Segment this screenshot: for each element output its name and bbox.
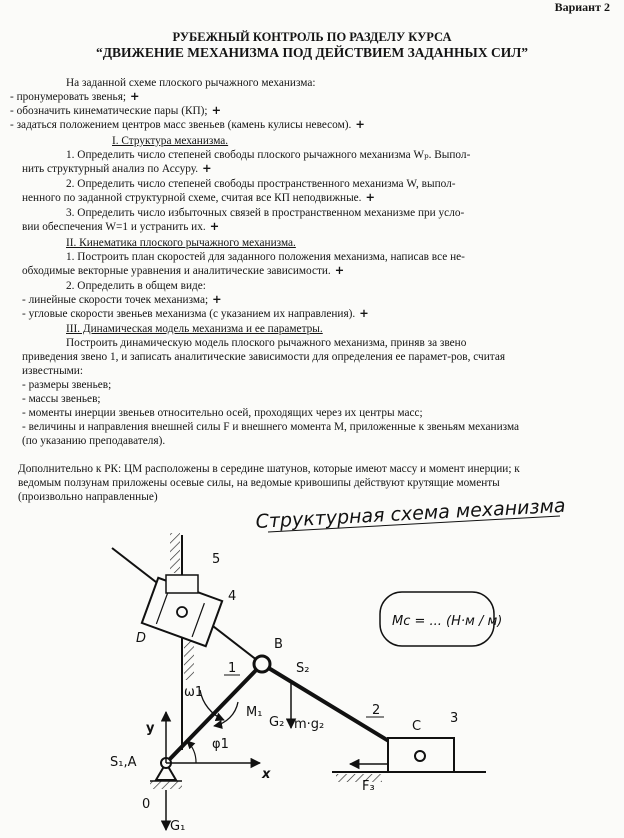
angle-arc-phi1 <box>187 741 196 763</box>
section-3-line: (по указанию преподавателя). <box>22 435 166 447</box>
section-3-line: Построить динамическую модель плоского рычажного механизма, приняв за звено <box>66 337 467 349</box>
section-3-title: III. Динамическая модель механизма и ее параметры. <box>66 323 323 335</box>
label-y: y <box>146 721 155 736</box>
section-1-line: 1. Определить число степеней свободы плоского рычажного механизма Wₚ. Выпол- <box>66 149 471 161</box>
checkmark: + <box>202 162 212 175</box>
label-m1: M₁ <box>246 705 263 720</box>
title-line-2: “ДВИЖЕНИЕ МЕХАНИЗМА ПОД ДЕЙСТВИЕМ ЗАДАННЫХ СИЛ” <box>95 45 529 60</box>
checkmark: + <box>211 104 222 117</box>
task-line: - задаться положением центров масс звеньев (камень кулисы невесом). + <box>10 118 365 131</box>
title-line-1: РУБЕЖНЫЙ КОНТРОЛЬ ПО РАЗДЕЛУ КУРСА <box>172 30 452 44</box>
slider-block-5 <box>166 575 198 593</box>
label-b: B <box>274 637 283 652</box>
section-3-line: - размеры звеньев; <box>22 379 112 391</box>
section-3-line: приведения звено 1, и записать аналитические зависимости для определения ее парамет-ров, считая <box>22 351 506 363</box>
section-3-line: известными: <box>22 365 83 377</box>
label-g1: G₁ <box>170 819 186 834</box>
section-1-line: нить структурный анализ по Ассуру. + <box>22 162 212 175</box>
label-c: C <box>412 719 422 734</box>
label-f3: F₃ <box>362 779 375 794</box>
label-2: 2 <box>372 703 381 718</box>
joint-d <box>177 607 187 617</box>
label-3: 3 <box>450 711 459 726</box>
checkmark: + <box>130 90 140 103</box>
checkmark: + <box>209 220 220 233</box>
section-1-line: вии обеспечения W=1 и устранить их. + <box>22 220 220 233</box>
section-1-line: 3. Определить число избыточных связей в пространственном механизме при усло- <box>66 207 465 219</box>
joint-b <box>254 656 270 672</box>
section-1-line: 2. Определить число степеней свободы пространственного механизма W, выпол- <box>66 178 456 190</box>
label-mg2: m·g₂ <box>294 717 325 732</box>
additional-line: ведомым ползунам приложены осевые силы, на ведомые кривошипы действуют крутящие моменты <box>18 477 500 489</box>
section-2-line: - угловые скорости звеньев механизма (с указанием их направления). + <box>22 307 369 320</box>
additional-line: (произвольно направленные) <box>18 491 158 503</box>
section-2-line: - линейные скорости точек механизма; + <box>22 293 222 306</box>
label-x: x <box>262 767 271 782</box>
checkmark: + <box>212 293 222 306</box>
formula-text: Mc = ... (Н·м / м) <box>392 614 503 629</box>
diagram-title: Структурная схема механизма <box>255 494 567 533</box>
label-4: 4 <box>228 589 237 604</box>
section-2-line: 1. Построить план скоростей для заданного положения механизма, написав все не- <box>66 251 465 263</box>
label-s1a: S₁,A <box>110 755 137 770</box>
section-3-line: - массы звеньев; <box>22 393 101 405</box>
additional-line: Дополнительно к РК: ЦМ расположены в середине шатунов, которые имеют массу и момент инерции; к <box>18 463 520 475</box>
checkmark: + <box>365 191 375 204</box>
section-2-line: обходимые векторные уравнения и аналитические зависимости. + <box>22 264 345 277</box>
section-3-line: - моменты инерции звеньев относительно осей, проходящих через их центры масс; <box>22 407 423 419</box>
intro-text: На заданной схеме плоского рычажного механизма: <box>66 77 316 89</box>
label-g2: G₂ <box>269 715 285 730</box>
checkmark: + <box>355 118 365 131</box>
checkmark: + <box>334 264 345 277</box>
label-d: D <box>136 631 147 646</box>
section-1-line: ненного по заданной структурной схеме, считая все КП неподвижные. + <box>22 191 375 204</box>
label-phi1: φ1 <box>212 737 229 752</box>
label-1: 1 <box>228 661 237 676</box>
joint-c <box>415 751 425 761</box>
ground-hatch-mid <box>184 640 194 680</box>
label-s2: S₂ <box>296 661 310 676</box>
section-2-title: II. Кинематика плоского рычажного механизма. <box>66 237 296 249</box>
variant-label: Вариант 2 <box>554 0 610 14</box>
checkmark: + <box>359 307 369 320</box>
section-2-line: 2. Определить в общем виде: <box>66 280 206 292</box>
m1-arc <box>214 702 238 726</box>
ground-hatch-a <box>150 781 182 789</box>
label-omega1: ω1 <box>184 685 204 700</box>
task-line: - обозначить кинематические пары (КП); + <box>10 104 222 117</box>
section-3-line: - величины и направления внешней силы F и внешнего момента M, приложенные к звеньям механизма <box>22 421 520 433</box>
label-5: 5 <box>212 552 221 567</box>
ground-hatch-guide <box>336 774 382 782</box>
task-line: - пронумеровать звенья; + <box>10 90 140 103</box>
ground-hatch-top <box>170 533 180 573</box>
label-o: 0 <box>142 797 151 812</box>
section-1-title: I. Структура механизма. <box>112 135 229 147</box>
